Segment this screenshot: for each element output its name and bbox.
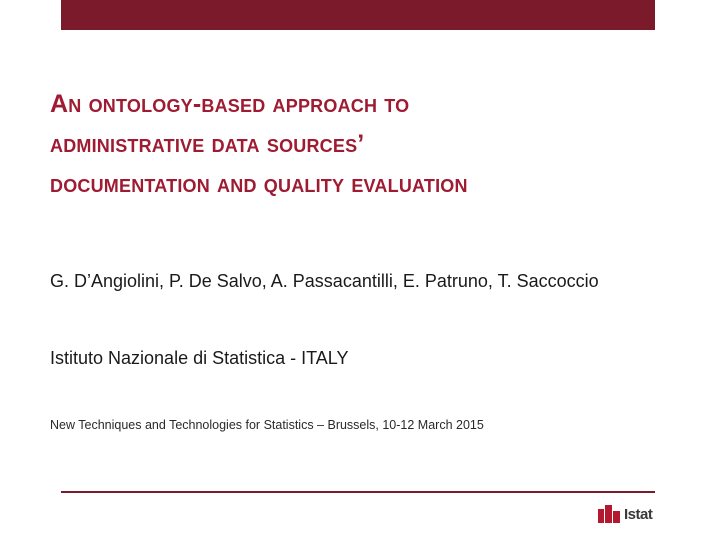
title-line-3: documentation and quality evaluation [50,170,468,198]
istat-logo [598,503,652,523]
title-line-2: administrative data sources’ [50,130,365,158]
istat-logo-text: Istat [624,506,653,523]
top-band [61,0,655,30]
bottom-rule [61,491,655,493]
authors: G. D’Angiolini, P. De Salvo, A. Passacantilli, E. Patruno, T. Saccoccio [50,271,599,291]
istat-logo-icon [598,505,620,523]
institute: Istituto Nazionale di Statistica - ITALY [50,348,349,368]
title-line-1: An ontology-based approach to [50,90,410,118]
slide-title [50,84,690,204]
conference-info: New Techniques and Technologies for Statistics – Brussels, 10-12 March 2015 [50,418,484,432]
